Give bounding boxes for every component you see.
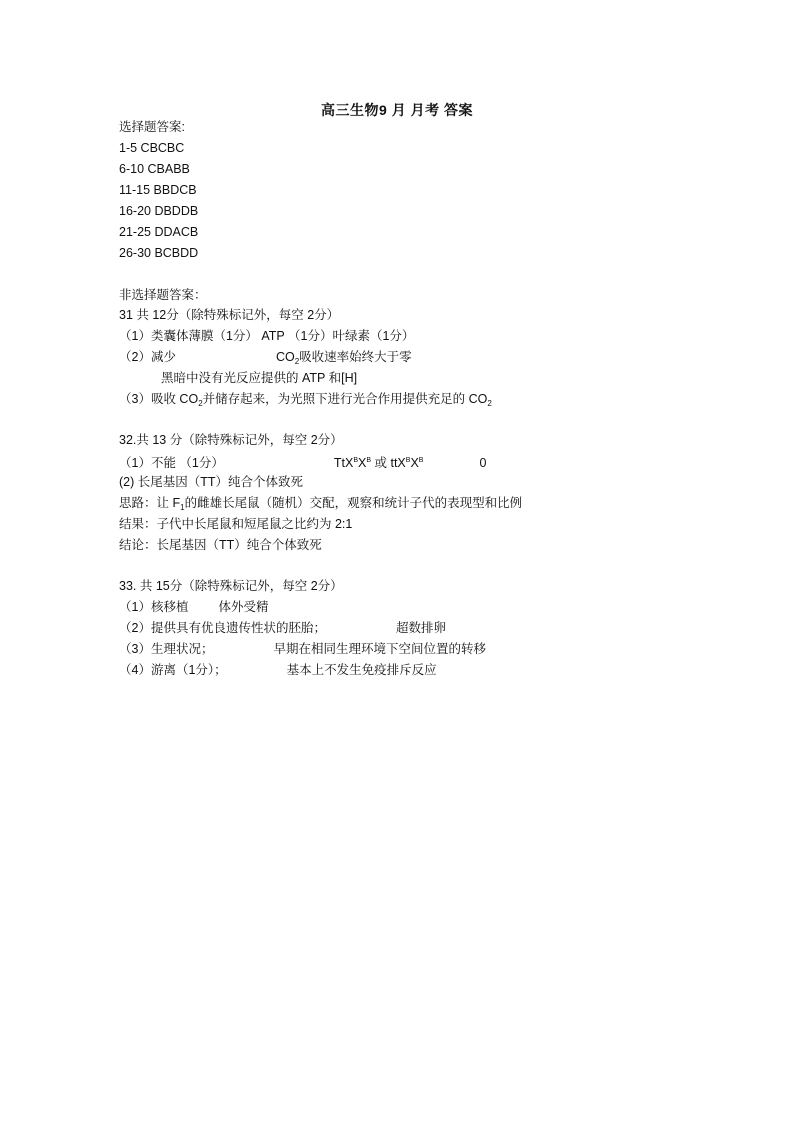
genotype-2-sup: B — [405, 457, 411, 464]
q32-conclusion: 结论：长尾基因（TT）纯合个体致死 — [119, 538, 322, 552]
q31-answer-2-rest: 吸收速率始终大于零 — [299, 350, 412, 364]
q33-answer-1 — [119, 599, 268, 615]
or-text: 或 — [371, 456, 391, 470]
q31-answer-3 — [119, 391, 492, 412]
q33-answer-3-a: （3）生理状况； — [119, 642, 214, 656]
q31-answer-3-part1: （3）吸收 CO — [119, 392, 199, 406]
q31-header: 31 共 12分（除特殊标记外，每空 2分） — [119, 308, 340, 322]
q33-answer-4 — [119, 662, 437, 678]
q32-answer-1 — [119, 453, 486, 471]
co2-formula — [276, 350, 299, 364]
q32-idea-part2: 的雌雄长尾鼠（随机）交配，观察和统计子代的表现型和比例 — [184, 496, 523, 510]
q33-answer-2-b: 超数排卵 — [395, 621, 446, 635]
q32-result: 结果：子代中长尾鼠和短尾鼠之比约为 2:1 — [119, 517, 353, 531]
mc-row-4: 16-20 DBDDB — [119, 204, 199, 218]
genotype-1-x: X — [358, 456, 367, 470]
q32-idea-part1: 思路：让 F — [119, 496, 181, 510]
mc-row-5: 21-25 DDACB — [119, 225, 199, 239]
genotype-1-base: TtX — [333, 456, 354, 470]
q33-answer-2 — [119, 620, 446, 636]
genotype-1-sup: B — [366, 457, 372, 464]
genotype-1 — [334, 456, 371, 470]
q33-answer-3 — [119, 641, 486, 657]
q33-answer-4-a: （4）游离（1分）； — [119, 663, 227, 677]
q31-answer-2 — [119, 349, 412, 370]
q31-answer-3-part2: 并储存起来，为光照下进行光合作用提供充足的 CO — [202, 392, 488, 406]
q33-answer-3-b: 早期在相同生理环境下空间位置的转移 — [273, 642, 486, 656]
q31-answer-2-prefix: （2）减少 — [119, 350, 176, 364]
genotype-2-x: X — [410, 456, 419, 470]
genotype-2-base: ttX — [390, 456, 406, 470]
q32-answer-2: (2) 长尾基因（TT）纯合个体致死 — [119, 475, 304, 489]
q33-answer-1-b: 体外受精 — [218, 600, 269, 614]
genotype-1-sup: B — [353, 457, 359, 464]
co2-text: CO — [275, 350, 295, 364]
q33-answer-2-a: （2）提供具有优良遗传性状的胚胎； — [119, 621, 326, 635]
genotype-2-sup: B — [418, 457, 424, 464]
genotype-2 — [390, 456, 423, 470]
q32-idea — [119, 495, 522, 516]
co2-subscript: 2 — [294, 357, 300, 366]
mc-heading: 选择题答案: — [119, 120, 185, 134]
q32-header: 32.共 13 分（除特殊标记外，每空 2分） — [119, 433, 343, 447]
mc-row-2: 6-10 CBABB — [119, 162, 190, 176]
mc-row-1: 1-5 CBCBC — [119, 141, 185, 155]
q33-answer-4-b: 基本上不发生免疫排斥反应 — [286, 663, 437, 677]
co2-subscript: 2 — [198, 399, 203, 408]
q33-answer-1-a: （1）核移植 — [119, 600, 189, 614]
q31-answer-1: （1）类囊体薄膜（1分） ATP （1分）叶绿素（1分） — [119, 329, 415, 343]
q32-answer-1-prefix: （1）不能 （1分） — [119, 456, 224, 470]
f1-subscript: 1 — [180, 503, 185, 512]
q31-answer-2-line2: 黑暗中没有光反应提供的 ATP 和[H] — [161, 371, 358, 385]
ratio-zero: 0 — [479, 456, 487, 470]
mc-row-3: 11-15 BBDCB — [119, 183, 197, 197]
co2-subscript: 2 — [487, 399, 492, 408]
document-title: 高三生物9 月 月考 答案 — [321, 102, 473, 118]
mc-row-6: 26-30 BCBDD — [119, 246, 199, 260]
q33-header: 33. 共 15分（除特殊标记外，每空 2分） — [119, 579, 343, 593]
nonmc-heading: 非选择题答案： — [119, 288, 207, 302]
